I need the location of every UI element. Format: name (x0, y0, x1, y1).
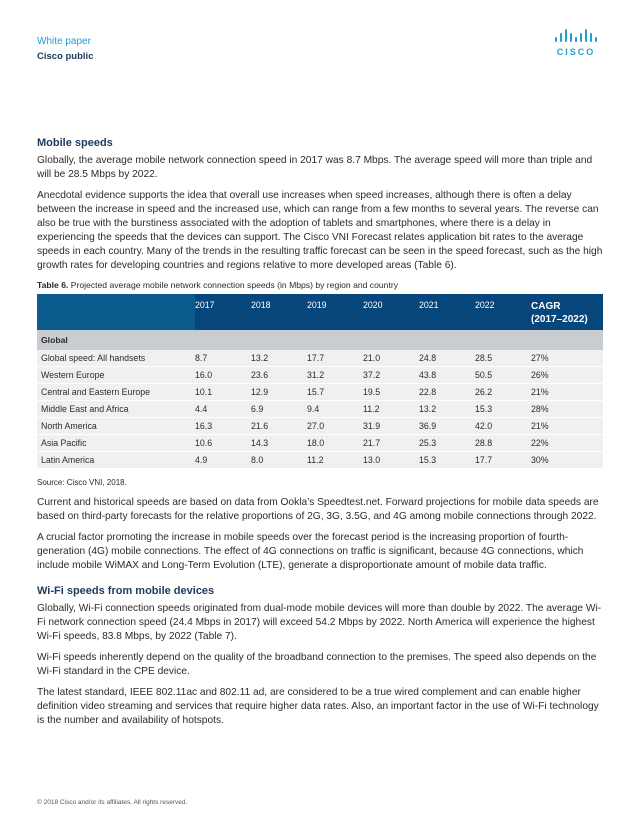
table-row (37, 367, 603, 384)
table-cell-value: 22.8 (419, 384, 475, 401)
cisco-logo (548, 28, 604, 62)
document-classification: Cisco public (37, 51, 94, 62)
table-cell-value: 21.6 (251, 418, 307, 435)
table-row (37, 401, 603, 418)
table-cell-value: 28.5 (475, 350, 531, 367)
paragraph: Anecdotal evidence supports the idea that overall use increases when speed increases, although there is often a delay between the increase in speed and the increased use, which can range from a few months to several years. The reverse can also be true with the burstiness associated with the adoption of tablets and smartphones, where there is a delay in experiencing the speeds that the devices can support. The Cisco VNI Forecast relates application bit rates to the average speeds in each country. Many of the trends in the resulting traffic forecast can be seen in the speed forecast, such as the high growth rates for developing countries and regions relative to more developed areas (Table 6). (37, 190, 603, 271)
table-cell-value: 8.7 (195, 350, 251, 367)
document-type: White paper (37, 36, 91, 47)
table-cell-value: 42.0 (475, 418, 531, 435)
table-caption (37, 280, 603, 290)
table-cell-value: 10.1 (195, 384, 251, 401)
footer-copyright: © 2018 Cisco and/or its affiliates. All rights reserved. (37, 799, 188, 806)
table-cell-value: 16.3 (195, 418, 251, 435)
cisco-bars-icon (548, 28, 604, 46)
table-cell-value: 14.3 (251, 435, 307, 452)
table-row (37, 435, 603, 452)
table-cell-region: Middle East and Africa (37, 401, 195, 418)
table-cell-region: Global speed: All handsets (37, 350, 195, 367)
table-cell-value: 31.9 (363, 418, 419, 435)
table-cell-cagr: 30% (531, 452, 603, 469)
table-cell-value: 4.4 (195, 401, 251, 418)
table-cell-value: 21.0 (363, 350, 419, 367)
table-header-year: 2022 (475, 300, 495, 310)
table-cell-value: 21.7 (363, 435, 419, 452)
section-title-wifi-speeds: Wi-Fi speeds from mobile devices (37, 585, 215, 597)
table-caption-text: Projected average mobile network connection speeds (in Mbps) by region and country (70, 280, 398, 290)
cagr-label: CAGR (531, 301, 561, 312)
table-cell-value: 13.2 (419, 401, 475, 418)
paragraph: The latest standard, IEEE 802.11ac and 802.11 ad, are considered to be a true wired complement and can enable higher definition video streaming and services that require higher data rates. Also, an important factor in the use of Wi-Fi technology is the number and availability of hotspots. (37, 687, 599, 726)
paragraph: Globally, the average mobile network connection speed in 2017 was 8.7 Mbps. The average speed will more than triple and will be 28.5 Mbps by 2022. (37, 155, 593, 180)
table-cell-region: Asia Pacific (37, 435, 195, 452)
table-cell-region: North America (37, 418, 195, 435)
table-cell-value: 50.5 (475, 367, 531, 384)
table-cell-value: 12.9 (251, 384, 307, 401)
section-title-mobile-speeds: Mobile speeds (37, 137, 113, 149)
table-caption-label: Table 6. (37, 280, 69, 290)
table-header-cagr (531, 294, 603, 330)
table-cell-value: 16.0 (195, 367, 251, 384)
paragraph: Globally, Wi-Fi connection speeds originated from dual-mode mobile devices will more than double by 2022. The average Wi-Fi network connection speed (24.4 Mbps in 2017) will exceed 54.2 Mbps by 2022. North America will experience the highest Wi-Fi speeds, 83.8 Mbps, by 2022 (Table 7). (37, 603, 602, 642)
table-row (37, 418, 603, 435)
table-cell-value: 15.7 (307, 384, 363, 401)
paragraph: Wi-Fi speeds inherently depend on the quality of the broadband connection to the premises. The speed also depends on the Wi-Fi standard in the CPE device. (37, 652, 597, 677)
cagr-sublabel: (2017–2022) (531, 314, 588, 325)
table-group-label: Global (37, 330, 603, 350)
table-cell-value: 18.0 (307, 435, 363, 452)
table-cell-value: 15.3 (475, 401, 531, 418)
table-cell-value: 31.2 (307, 367, 363, 384)
table-cell-value: 36.9 (419, 418, 475, 435)
table-cell-region: Central and Eastern Europe (37, 384, 195, 401)
table-cell-value: 17.7 (307, 350, 363, 367)
table-row (37, 350, 603, 367)
paragraph: Current and historical speeds are based on data from Ookla’s Speedtest.net. Forward projections for mobile data speeds are based on third-party forecasts for the relative proportions of 2G, 3G, 3.5G, and 4G among mobile connections through 2022. (37, 497, 599, 522)
table-cell-value: 26.2 (475, 384, 531, 401)
table-cell-value: 19.5 (363, 384, 419, 401)
table-header-year: 2021 (419, 300, 439, 310)
table-cell-cagr: 26% (531, 367, 603, 384)
table-cell-value: 17.7 (475, 452, 531, 469)
table-header-row (37, 294, 603, 330)
table-cell-value: 23.6 (251, 367, 307, 384)
table-cell-value: 13.0 (363, 452, 419, 469)
table-cell-value: 15.3 (419, 452, 475, 469)
table-cell-value: 28.8 (475, 435, 531, 452)
table-source: Source: Cisco VNI, 2018. (37, 478, 127, 487)
table-cell-cagr: 22% (531, 435, 603, 452)
table-group-row (37, 330, 603, 350)
table-cell-cagr: 27% (531, 350, 603, 367)
speed-table (37, 294, 603, 469)
table-row (37, 384, 603, 401)
table-cell-value: 9.4 (307, 401, 363, 418)
table-cell-value: 13.2 (251, 350, 307, 367)
table-cell-value: 25.3 (419, 435, 475, 452)
table-row (37, 452, 603, 469)
table-cell-value: 24.8 (419, 350, 475, 367)
table-header-corner (37, 294, 195, 330)
table-header-year: 2020 (363, 300, 383, 310)
table-cell-value: 27.0 (307, 418, 363, 435)
table-cell-value: 10.6 (195, 435, 251, 452)
table-cell-cagr: 28% (531, 401, 603, 418)
table-header-year: 2017 (195, 300, 215, 310)
table-cell-value: 11.2 (363, 401, 419, 418)
table-cell-value: 37.2 (363, 367, 419, 384)
cisco-wordmark: CISCO (556, 47, 596, 57)
table-cell-cagr: 21% (531, 418, 603, 435)
table-cell-region: Western Europe (37, 367, 195, 384)
table-cell-value: 11.2 (307, 452, 363, 469)
table-cell-value: 8.0 (251, 452, 307, 469)
table-cell-value: 4.9 (195, 452, 251, 469)
paragraph: A crucial factor promoting the increase in mobile speeds over the forecast period is the increasing proportion of fourth-generation (4G) mobile connections. The effect of 4G connections on traffic is significant, because 4G connections, which include mobile WiMAX and Long-Term Evolution (LTE), generate a disproportionate amount of mobile data traffic. (37, 532, 584, 571)
table-cell-value: 43.8 (419, 367, 475, 384)
page-content (37, 137, 603, 735)
table-header-year: 2018 (251, 300, 271, 310)
table-header-year: 2019 (307, 300, 327, 310)
table-cell-cagr: 21% (531, 384, 603, 401)
table-cell-value: 6.9 (251, 401, 307, 418)
table-cell-region: Latin America (37, 452, 195, 469)
